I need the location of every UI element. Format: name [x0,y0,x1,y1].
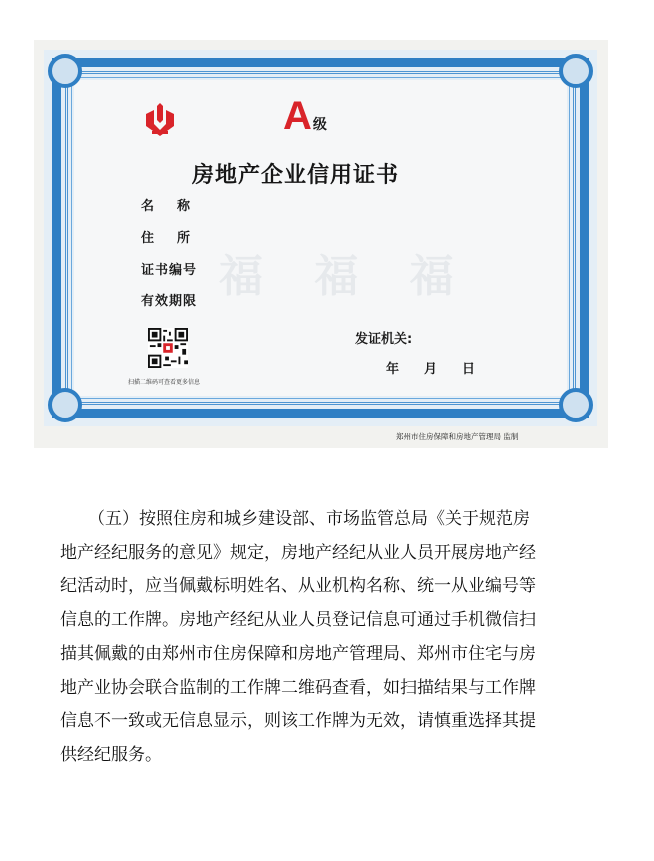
grade-suffix: 级 [312,117,327,133]
corner-ornament-tr [559,54,593,88]
body-paragraph [60,503,620,773]
paragraph-line: 描其佩戴的由郑州市住房保障和房地产管理局、郑州市住宅与房 [60,643,536,664]
supervisor-caption: 郑州市住房保障和房地产管理局 监制 [396,432,519,441]
paragraph-line: 信息不一致或无信息显示，则该工作牌为无效，请慎重选择其提 [60,711,536,732]
paragraph-line: 纪活动时，应当佩戴标明姓名、从业机构名称、统一从业编号等 [60,576,536,597]
corner-ornament-bl [48,388,82,422]
paragraph-line: （五）按照住房和城乡建设部、市场监管总局《关于规范房 [88,509,530,529]
date-month: 月 [424,362,438,377]
issuer-label: 发证机关: [355,332,413,347]
date-year: 年 [386,362,400,377]
paragraph-line: 地产业协会联合监制的工作牌二维码查看，如扫描结果与工作牌 [60,677,536,698]
field-validity-label: 有效期限 [141,294,198,309]
qr-caption: 扫描二维码可查看更多信息 [128,379,201,386]
date-day: 日 [462,362,476,377]
corner-ornament-tl [48,54,82,88]
paragraph-line: 地产经纪服务的意见》规定，房地产经纪从业人员开展房地产经 [60,542,536,563]
field-address-label: 住所 [141,231,214,246]
grade-badge [283,96,327,136]
certificate-photo [34,40,608,448]
corner-ornament-br [559,388,593,422]
issue-date [386,358,475,377]
paragraph-line: 供经纪服务。 [60,744,162,765]
watermark: 福 福 福 [219,251,472,302]
emblem-logo-icon [140,100,180,140]
certificate-title: 房地产企业信用证书 [192,163,400,188]
qr-code-icon [148,328,188,368]
grade-letter: A [283,94,312,138]
paragraph-line: 信息的工作牌。房地产经纪从业人员登记信息可通过手机微信扫 [60,610,536,631]
field-cert-number-label: 证书编号 [141,263,198,278]
field-name-label: 名称 [141,199,214,214]
